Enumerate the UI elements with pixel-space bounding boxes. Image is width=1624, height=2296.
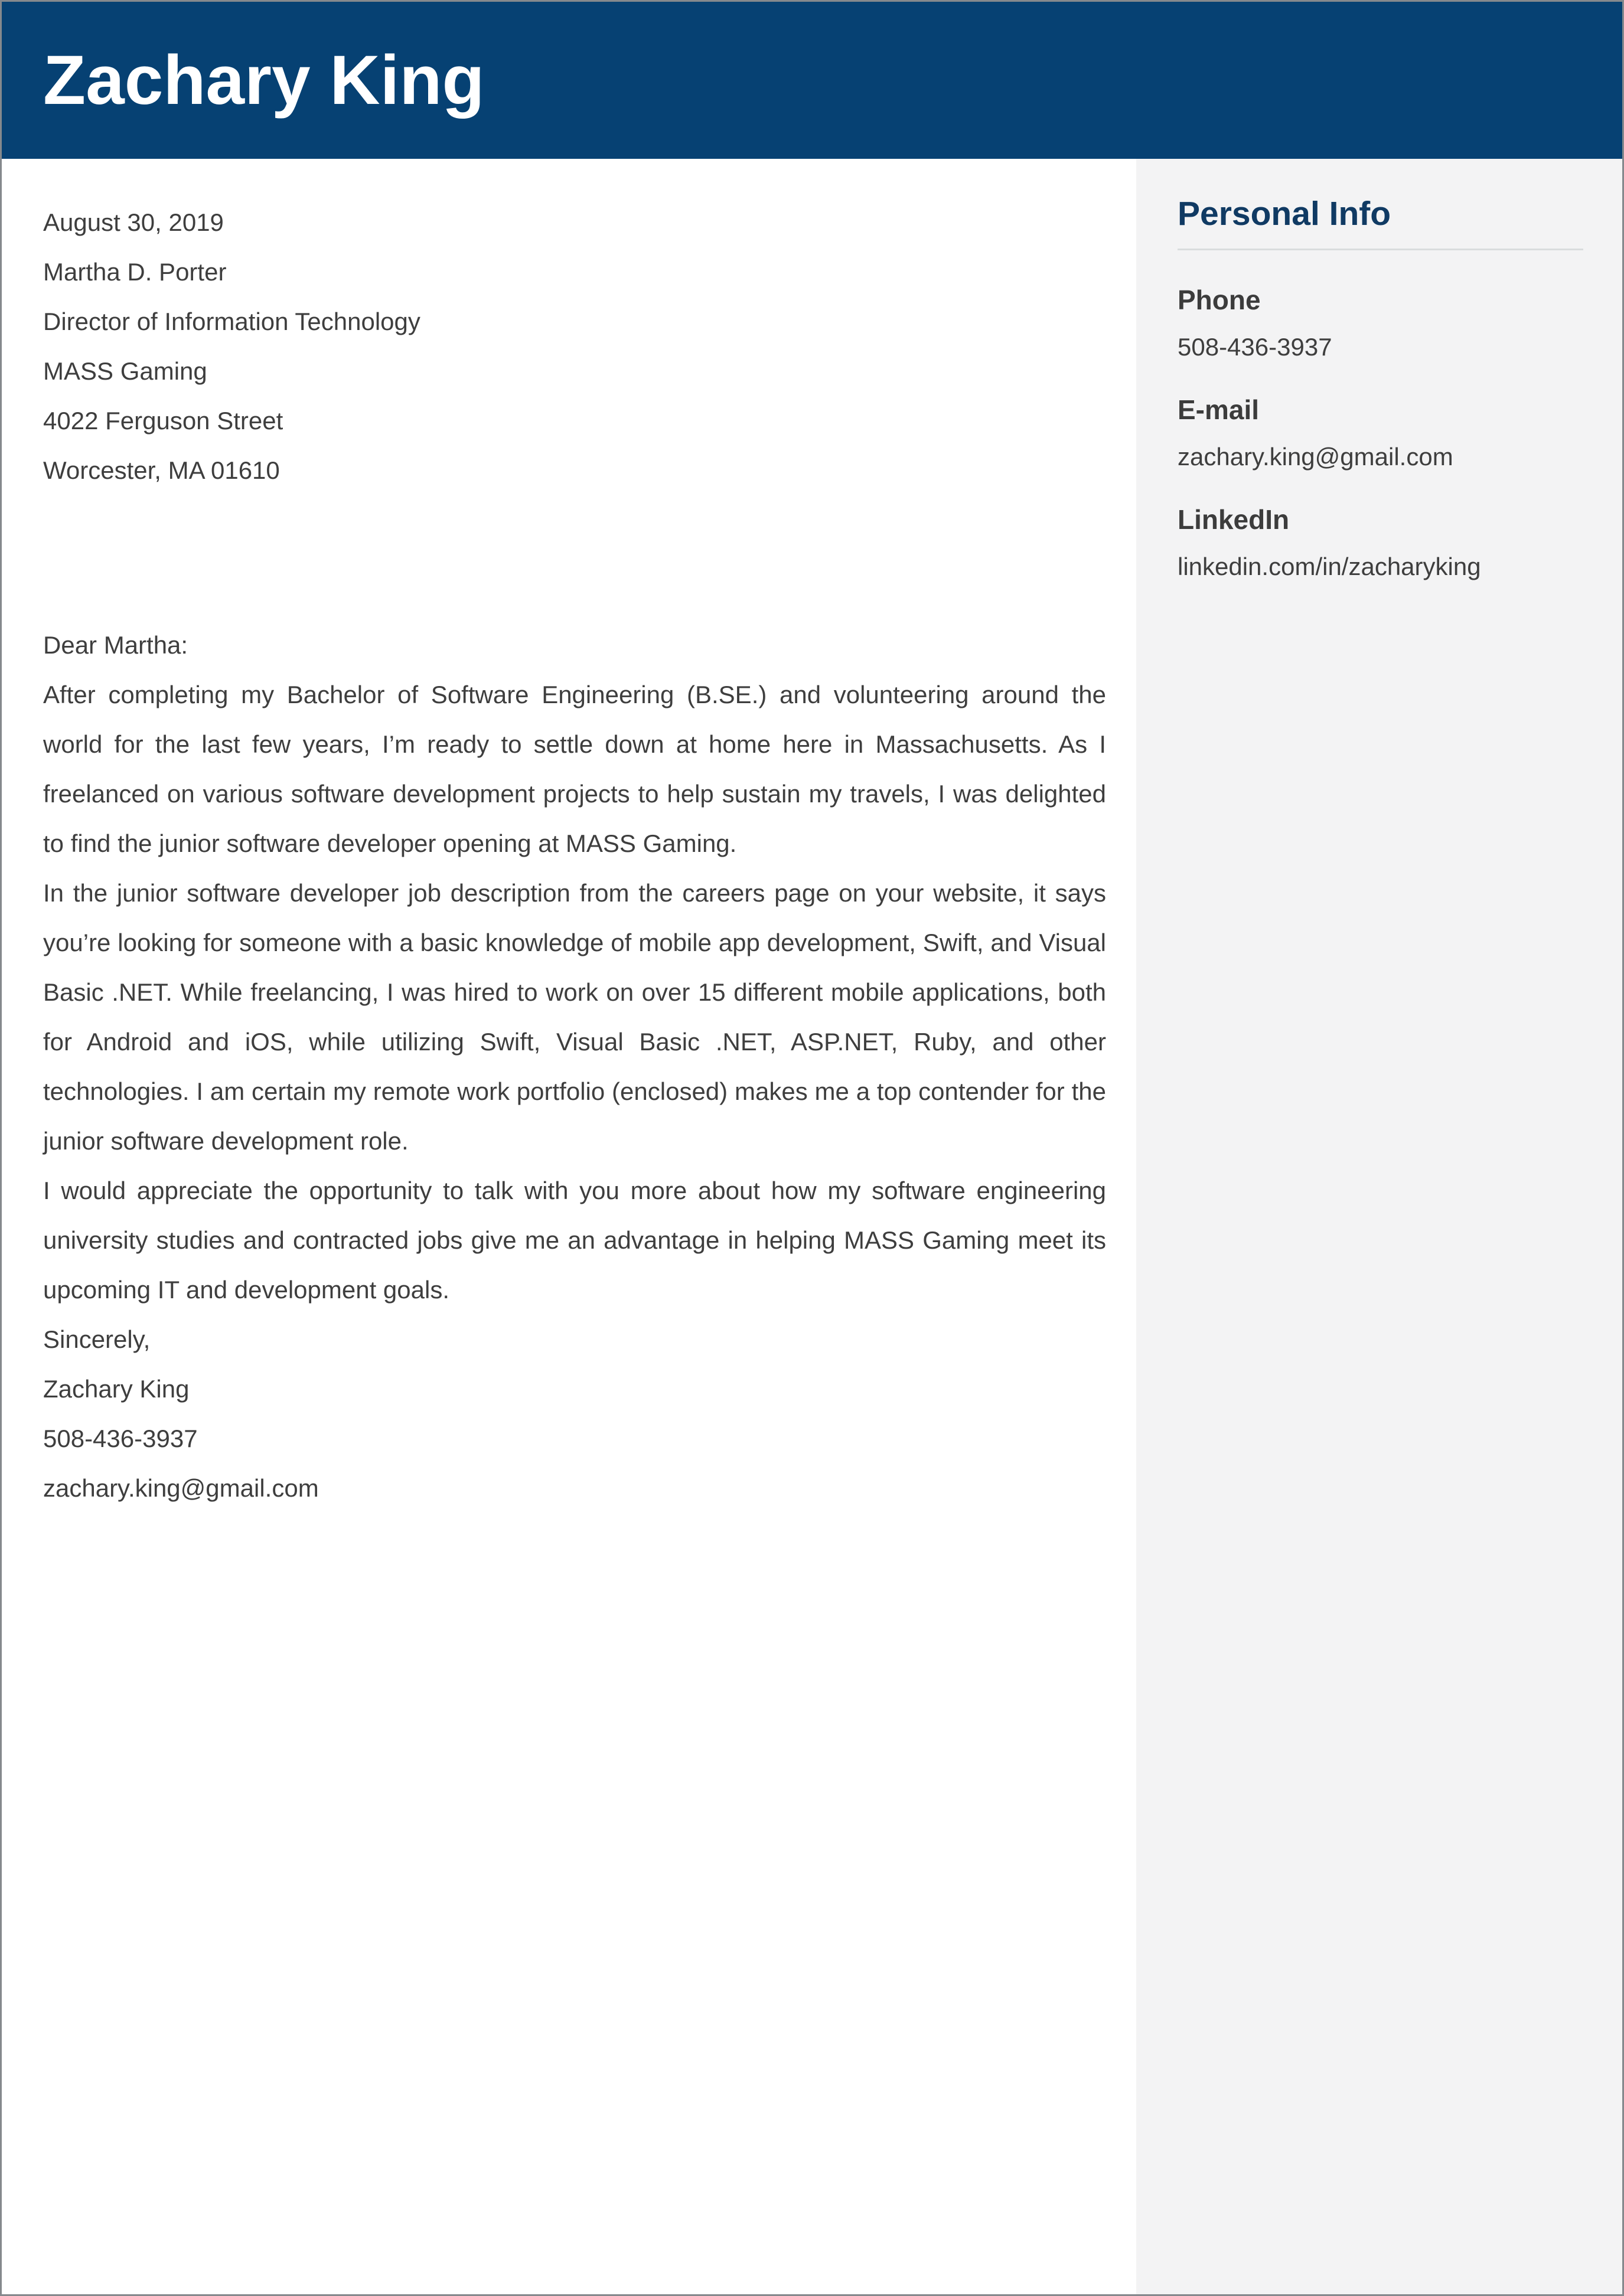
signature-email: zachary.king@gmail.com	[43, 1474, 319, 1502]
signature-name: Zachary King	[43, 1375, 190, 1403]
email-label: E-mail	[1178, 394, 1260, 425]
body-paragraph-1: After completing my Bachelor of Software Engineering (B.SE.) and volunteering around the world for the last few years, I’m ready to settle down at home here in Massachusetts. As I freelanced on various software development projects to help sustain my travels, I was delighted to find the junior software developer opening at MASS Gaming.	[43, 681, 1106, 857]
recipient-street: 4022 Ferguson Street	[43, 407, 283, 435]
header-banner	[2, 2, 1622, 159]
recipient-company: MASS Gaming	[43, 357, 207, 385]
closing: Sincerely,	[43, 1325, 151, 1353]
sidebar-title: Personal Info	[1178, 195, 1391, 233]
body-paragraph-2: In the junior software developer job description from the careers page on your website, it says you’re looking for someone with a basic knowledge of mobile app development, Swift, and Visual Basic .NET. While freelancing, I was hired to work on over 15 different mobile applications, both for Android and iOS, while utilizing Swift, Visual Basic .NET, ASP.NET, Ruby, and other technologies. I am certain my remote work portfolio (enclosed) makes me a top contender for the junior software development role.	[43, 879, 1106, 1155]
linkedin-label: LinkedIn	[1178, 504, 1290, 535]
recipient-city: Worcester, MA 01610	[43, 456, 280, 484]
recipient-block	[43, 247, 1106, 495]
recipient-name: Martha D. Porter	[43, 258, 227, 286]
body-paragraph-3: I would appreciate the opportunity to talk with you more about how my software engineering university studies and contracted jobs give me an advantage in helping MASS Gaming meet its upcoming IT and development goals.	[43, 1177, 1106, 1304]
page-title: Zachary King	[43, 41, 485, 119]
salutation: Dear Martha:	[43, 631, 188, 659]
letter-body	[2, 159, 1140, 1513]
sidebar	[1136, 159, 1622, 2294]
letter-date: August 30, 2019	[43, 208, 224, 236]
phone-value: 508-436-3937	[1178, 333, 1332, 361]
sidebar-divider	[1178, 249, 1583, 250]
signature-block	[43, 1364, 1106, 1513]
signature-phone: 508-436-3937	[43, 1425, 198, 1452]
recipient-title: Director of Information Technology	[43, 308, 420, 335]
linkedin-value: linkedin.com/in/zacharyking	[1178, 553, 1481, 580]
phone-label: Phone	[1178, 285, 1261, 315]
email-value: zachary.king@gmail.com	[1178, 443, 1453, 471]
sidebar-item-phone	[1178, 283, 1583, 362]
sidebar-item-linkedin	[1178, 503, 1583, 582]
sidebar-item-email	[1178, 393, 1583, 472]
